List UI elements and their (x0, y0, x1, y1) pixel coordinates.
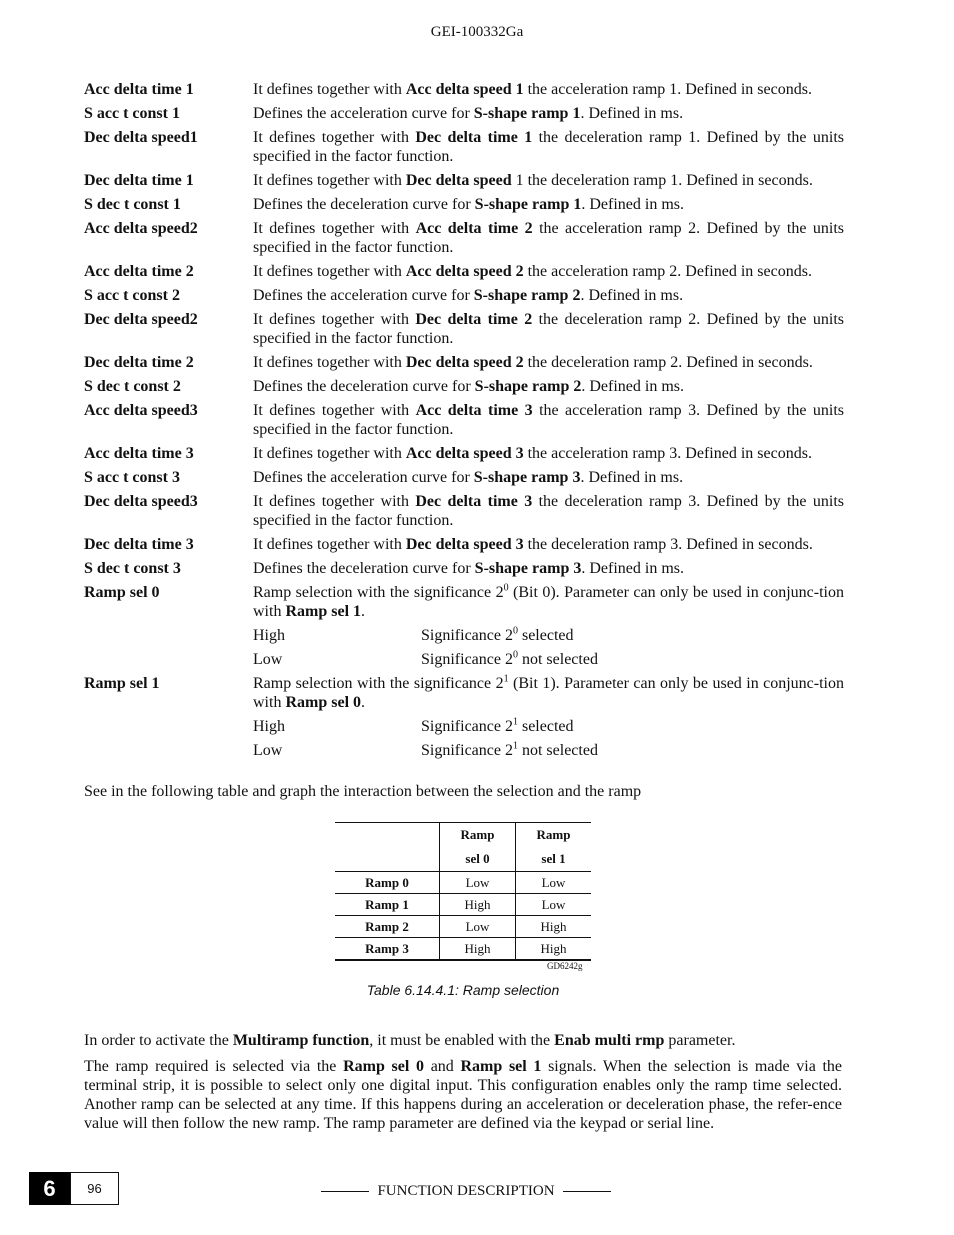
signal-state-row (253, 741, 844, 760)
definition-term: S acc t const 1 (84, 105, 180, 122)
table-cell: High (440, 938, 516, 961)
table-cell: Low (440, 916, 516, 938)
table-header-sel0 (440, 823, 516, 848)
definition-description: Ramp selection with the significance $2^1$ (Bit 1). Parameter can only be used in conjunc-tion with Ramp sel 0. (253, 673, 844, 711)
definition-description: It defines together with Acc delta time 2 the acceleration ramp 2. Defined by the units specified in the factor function. (253, 220, 845, 256)
definition-term: Ramp sel 1 (84, 675, 160, 692)
definition-description: It defines together with Acc delta speed 3 the acceleration ramp 3. Defined in seconds. (253, 445, 812, 462)
definition-row (84, 80, 844, 99)
page-number: 96 (70, 1172, 119, 1205)
table-header-sel1 (516, 823, 592, 848)
definition-term: Ramp sel 0 (84, 584, 160, 601)
signal-state-meaning: Significance $2^0$ not selected (421, 649, 598, 668)
definition-term: Dec delta speed3 (84, 493, 198, 510)
definition-term: Dec delta speed1 (84, 129, 198, 146)
table-header-sel0-line2: sel 0 (440, 847, 516, 872)
multiramp-activation-paragraph: In order to activate the Multiramp function, it must be enabled with the Enab multi rmp parameter. (84, 1032, 736, 1049)
definition-description: It defines together with Acc delta time 3 the acceleration ramp 3. Defined by the units specified in the factor function. (253, 402, 845, 438)
definition-term: Acc delta time 2 (84, 263, 194, 280)
parameter-definitions (84, 80, 844, 765)
definition-term: Acc delta time 3 (84, 445, 194, 462)
figure-code: GD6242g (547, 961, 583, 971)
definition-term: Dec delta time 3 (84, 536, 194, 553)
table-row-label: Ramp 0 (335, 872, 440, 894)
definition-term: S dec t const 3 (84, 560, 181, 577)
definition-row (84, 310, 844, 348)
signal-state-row (253, 650, 844, 669)
table-cell: High (516, 938, 592, 961)
signal-state-meaning: Significance $2^1$ not selected (421, 740, 598, 759)
chapter-number-tab: 6 (29, 1172, 70, 1205)
definition-term: Acc delta speed2 (84, 220, 198, 237)
signal-state-meaning: Significance $2^1$ selected (421, 716, 574, 735)
footer-section-title (0, 1183, 932, 1200)
definition-term: Dec delta time 2 (84, 354, 194, 371)
definition-description: Defines the deceleration curve for S-shape ramp 1. Defined in ms. (253, 196, 685, 213)
table-intro-text: See in the following table and graph the interaction between the selection and the ramp (84, 783, 642, 800)
definition-row (84, 353, 844, 372)
definition-row (84, 128, 844, 166)
definition-description: It defines together with Dec delta speed 1 the deceleration ramp 1. Defined in seconds. (253, 172, 813, 189)
definition-row (84, 535, 844, 554)
signal-state-meaning: Significance $2^0$ selected (421, 625, 574, 644)
signal-state-label: High (253, 718, 285, 735)
definition-row (84, 401, 844, 439)
definition-row (84, 674, 844, 712)
definition-term: Acc delta time 1 (84, 81, 194, 98)
definition-description: Defines the acceleration curve for S-shape ramp 1. Defined in ms. (253, 105, 684, 122)
definition-description: It defines together with Dec delta time 3 the deceleration ramp 3. Defined by the units specified in the factor function. (253, 493, 844, 529)
definition-row (84, 219, 844, 257)
table-cell: High (440, 894, 516, 916)
footer-rule-left (321, 1191, 369, 1192)
signal-state-label: Low (253, 742, 283, 759)
definition-row (84, 492, 844, 530)
definition-description: It defines together with Dec delta speed 2 the deceleration ramp 2. Defined in seconds. (253, 354, 813, 371)
definition-row (84, 286, 844, 305)
table-row-label: Ramp 1 (335, 894, 440, 916)
table-row (335, 894, 591, 916)
signal-state-label: High (253, 627, 285, 644)
table-cell: High (516, 916, 592, 938)
document-code-header: GEI-100332Ga (430, 24, 524, 40)
definition-row (84, 377, 844, 396)
definition-description: Defines the deceleration curve for S-shape ramp 3. Defined in ms. (253, 560, 685, 577)
table-row (335, 872, 591, 894)
definition-term: S dec t const 2 (84, 378, 181, 395)
table-row (335, 938, 591, 961)
table-row-label: Ramp 2 (335, 916, 440, 938)
definition-term: S dec t const 1 (84, 196, 181, 213)
definition-term: Dec delta time 1 (84, 172, 194, 189)
definition-row (84, 444, 844, 463)
ramp-selection-paragraph: The ramp required is selected via the Ramp sel 0 and Ramp sel 1 signals. When the selection is made via the terminal strip, it is possible to select only one digital input. This configuration enables only the ramp time selected. Another ramp can be selected at any time. If this happens during an acceleration or deceleration phase, the refer-ence value will then follow the new ramp. The ramp parameter are defined via the keypad or serial line. (84, 1058, 843, 1132)
definition-description: Ramp selection with the significance $2^0$ (Bit 0). Parameter can only be used in conjunc-tion with Ramp sel 1. (253, 582, 844, 620)
definition-description: It defines together with Dec delta time 1 the deceleration ramp 1. Defined by the units specified in the factor function. (253, 129, 844, 165)
table-corner-cell (335, 823, 440, 848)
definition-row (84, 195, 844, 214)
table-header-sel1-line1: Ramp (536, 827, 571, 842)
definition-row (84, 559, 844, 578)
definition-row (84, 468, 844, 487)
definition-description: It defines together with Acc delta speed 1 the acceleration ramp 1. Defined in seconds. (253, 81, 812, 98)
definition-description: Defines the deceleration curve for S-shape ramp 2. Defined in ms. (253, 378, 685, 395)
footer-rule-right (563, 1191, 611, 1192)
definition-term: Acc delta speed3 (84, 402, 198, 419)
footer-section-label: FUNCTION DESCRIPTION (377, 1183, 555, 1199)
signal-state-label: Low (253, 651, 283, 668)
ramp-selection-table (335, 822, 591, 961)
definition-term: Dec delta speed2 (84, 311, 198, 328)
definition-row (84, 583, 844, 621)
definition-term: S acc t const 2 (84, 287, 180, 304)
definition-term: S acc t const 3 (84, 469, 180, 486)
table-cell: Low (440, 872, 516, 894)
signal-state-row (253, 626, 844, 645)
definition-row (84, 104, 844, 123)
definition-description: It defines together with Dec delta time 2 the deceleration ramp 2. Defined by the units specified in the factor function. (253, 311, 844, 347)
definition-row (84, 262, 844, 281)
table-header-sel0-line1: Ramp (460, 827, 495, 842)
table-header-sel1-line2: sel 1 (516, 847, 592, 872)
definition-description: Defines the acceleration curve for S-shape ramp 2. Defined in ms. (253, 287, 684, 304)
table-cell: Low (516, 872, 592, 894)
signal-state-row (253, 717, 844, 736)
definition-description: It defines together with Dec delta speed 3 the deceleration ramp 3. Defined in seconds. (253, 536, 813, 553)
table-row-label: Ramp 3 (335, 938, 440, 961)
definition-row (84, 171, 844, 190)
table-caption: Table 6.14.4.1: Ramp selection (366, 982, 560, 998)
table-cell: Low (516, 894, 592, 916)
definition-description: Defines the acceleration curve for S-shape ramp 3. Defined in ms. (253, 469, 684, 486)
table-row (335, 916, 591, 938)
definition-description: It defines together with Acc delta speed 2 the acceleration ramp 2. Defined in seconds. (253, 263, 812, 280)
